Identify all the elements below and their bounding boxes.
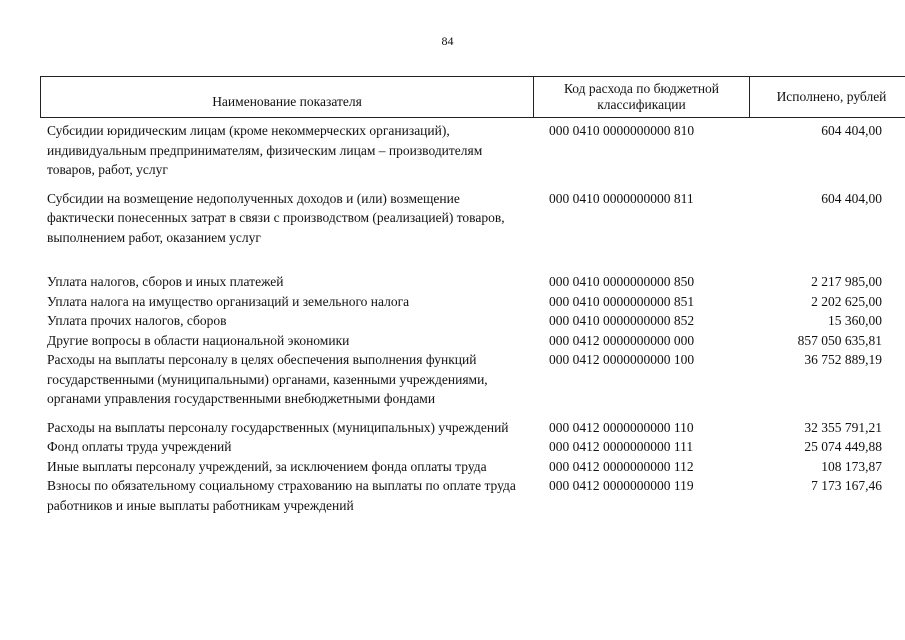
row-sum: 25 074 449,88 — [804, 439, 882, 454]
row-name: Уплата налога на имущество организаций и земельного налога — [47, 293, 410, 309]
row-name: Иные выплаты персоналу учреждений, за исключением фонда оплаты труда — [47, 458, 487, 474]
row-code: 000 0410 0000000000 851 — [549, 293, 695, 309]
table-row — [47, 418, 887, 438]
row-code: 000 0410 0000000000 852 — [549, 313, 695, 328]
row-sum: 108 173,87 — [821, 458, 882, 474]
row-code: 000 0412 0000000000 119 — [549, 478, 694, 493]
row-name: Другие вопросы в области национальной экономики — [47, 332, 350, 348]
row-name: Фонд оплаты труда учреждений — [47, 439, 232, 454]
table-row — [47, 189, 887, 248]
row-name: Субсидии на возмещение недополученных доходов и (или) возмещение фактически понесенных затрат в связи с производством (реализацией) товаров, выполнением работ, оказанием услуг — [47, 190, 505, 245]
table-row — [47, 437, 887, 457]
row-name: Уплата налогов, сборов и иных платежей — [47, 274, 284, 289]
row-name: Субсидии юридическим лицам (кроме некоммерческих организаций), индивидуальным предпринимателям, физическим лицам – производителям товаров, работ, услуг — [47, 123, 483, 177]
row-sum: 857 050 635,81 — [797, 332, 882, 348]
table-row — [47, 331, 887, 351]
row-name: Расходы на выплаты персоналу государственных (муниципальных) учреждений — [47, 419, 509, 435]
table-body — [47, 121, 887, 515]
row-name: Взносы по обязательному социальному страхованию на выплаты по оплате труда работников и иные выплаты работникам учреждений — [47, 478, 516, 513]
table-header — [40, 76, 905, 118]
table-row — [47, 350, 887, 409]
header-row — [41, 77, 905, 118]
row-name: Расходы на выплаты персоналу в целях обеспечения выполнения функций государственными (муниципальными) органами, казенными учреждениями, органами управления государственными внебюджетными фондами — [47, 352, 488, 406]
row-code: 000 0410 0000000000 811 — [549, 190, 694, 206]
row-sum: 2 217 985,00 — [811, 274, 882, 289]
header-name: Наименование показателя — [41, 77, 534, 118]
row-code: 000 0412 0000000000 100 — [549, 352, 695, 367]
table-row — [47, 272, 887, 292]
page-number: 84 — [441, 34, 454, 48]
row-name: Уплата прочих налогов, сборов — [47, 313, 227, 328]
row-sum: 604 404,00 — [821, 190, 882, 206]
table-row — [47, 476, 887, 515]
table-row — [47, 457, 887, 477]
row-code: 000 0412 0000000000 111 — [549, 439, 694, 454]
row-code: 000 0412 0000000000 110 — [549, 419, 694, 435]
row-sum: 15 360,00 — [828, 313, 882, 328]
header-code: Код расхода по бюджетной классификации — [534, 77, 750, 118]
table-row — [47, 311, 887, 331]
row-sum: 36 752 889,19 — [804, 352, 882, 367]
row-sum: 7 173 167,46 — [811, 478, 882, 493]
table-row — [47, 121, 887, 180]
row-code: 000 0412 0000000000 112 — [549, 458, 694, 474]
row-code: 000 0410 0000000000 810 — [549, 123, 695, 138]
row-sum: 2 202 625,00 — [811, 293, 882, 309]
row-sum: 604 404,00 — [821, 123, 882, 138]
table-row — [47, 292, 887, 312]
row-code: 000 0412 0000000000 000 — [549, 332, 695, 348]
header-sum: Исполнено, рублей — [750, 77, 905, 118]
row-code: 000 0410 0000000000 850 — [549, 274, 695, 289]
row-sum: 32 355 791,21 — [804, 419, 882, 435]
